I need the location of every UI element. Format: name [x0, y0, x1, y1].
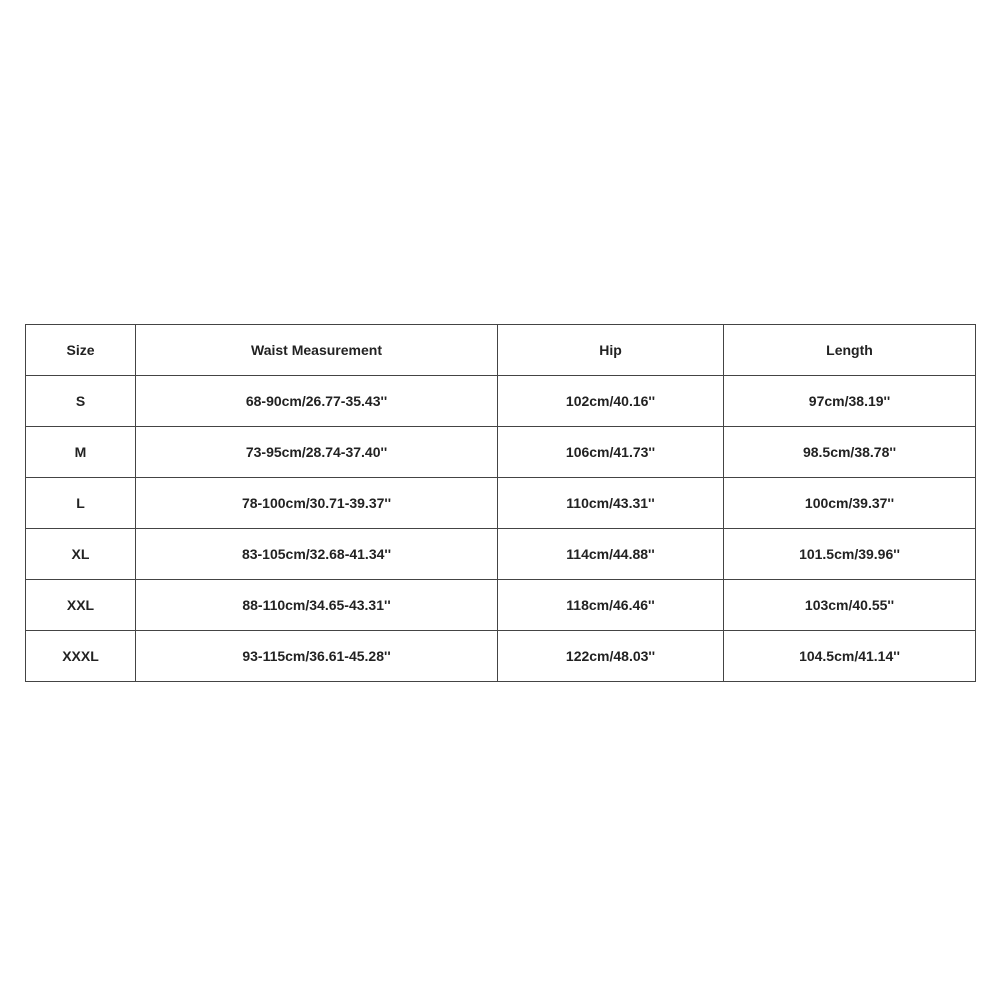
header-length: Length	[724, 325, 976, 376]
cell-size: L	[26, 478, 136, 529]
cell-length: 97cm/38.19''	[724, 376, 976, 427]
table-row	[26, 631, 976, 682]
header-hip: Hip	[498, 325, 724, 376]
cell-size: XXXL	[26, 631, 136, 682]
table-row	[26, 580, 976, 631]
cell-size: XXL	[26, 580, 136, 631]
header-row	[26, 325, 976, 376]
cell-length: 103cm/40.55''	[724, 580, 976, 631]
table-row	[26, 427, 976, 478]
header-waist: Waist Measurement	[136, 325, 498, 376]
cell-waist: 88-110cm/34.65-43.31''	[136, 580, 498, 631]
cell-hip: 110cm/43.31''	[498, 478, 724, 529]
cell-hip: 114cm/44.88''	[498, 529, 724, 580]
cell-waist: 68-90cm/26.77-35.43''	[136, 376, 498, 427]
table-row	[26, 529, 976, 580]
cell-length: 104.5cm/41.14''	[724, 631, 976, 682]
table-row	[26, 376, 976, 427]
cell-hip: 118cm/46.46''	[498, 580, 724, 631]
cell-hip: 102cm/40.16''	[498, 376, 724, 427]
cell-waist: 73-95cm/28.74-37.40''	[136, 427, 498, 478]
cell-length: 101.5cm/39.96''	[724, 529, 976, 580]
header-size: Size	[26, 325, 136, 376]
cell-waist: 78-100cm/30.71-39.37''	[136, 478, 498, 529]
cell-length: 100cm/39.37''	[724, 478, 976, 529]
cell-hip: 122cm/48.03''	[498, 631, 724, 682]
cell-waist: 83-105cm/32.68-41.34''	[136, 529, 498, 580]
cell-waist: 93-115cm/36.61-45.28''	[136, 631, 498, 682]
cell-size: XL	[26, 529, 136, 580]
cell-length: 98.5cm/38.78''	[724, 427, 976, 478]
cell-hip: 106cm/41.73''	[498, 427, 724, 478]
table-row	[26, 478, 976, 529]
cell-size: S	[26, 376, 136, 427]
size-chart-table	[25, 324, 976, 682]
cell-size: M	[26, 427, 136, 478]
